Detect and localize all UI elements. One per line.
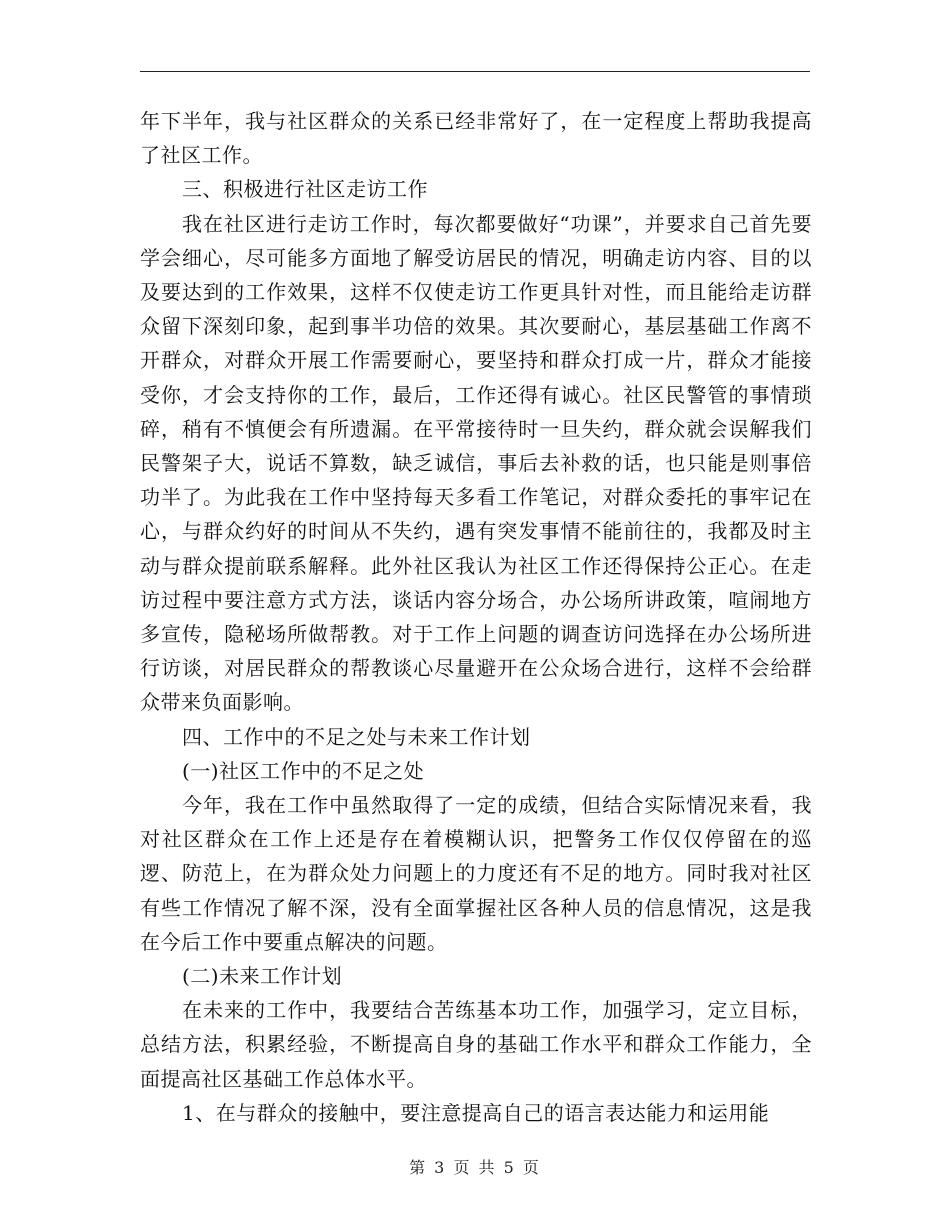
document-body	[140, 104, 812, 1130]
paragraph: 我在社区进行走访工作时，每次都要做好“功课”，并要求自己首先要学会细心，尽可能多方面地了解受访居民的情况，明确走访内容、目的以及要达到的工作效果，这样不仅使走访工作更具针对性，而且能给走访群众留下深刻印象，起到事半功倍的效果。其次要耐心，基层基础工作离不开群众，对群众开展工作需要耐心，要坚持和群众打成一片，群众才能接受你，才会支持你的工作，最后，工作还得有诚心。社区民警管的事情琐碎，稍有不慎便会有所遗漏。在平常接待时一旦失约，群众就会误解我们民警架子大，说话不算数，缺乏诚信，事后去补救的话，也只能是则事倍功半了。为此我在工作中坚持每天多看工作笔记，对群众委托的事牢记在心，与群众约好的时间从不失约，遇有突发事情不能前往的，我都及时主动与群众提前联系解释。此外社区我认为社区工作还得保持公正心。在走访过程中要注意方式方法，谈话内容分场合，办公场所讲政策，喧闹地方多宣传，隐秘场所做帮教。对于工作上问题的调查访问选择在办公场所进行访谈，对居民群众的帮教谈心尽量避开在公众场合进行，这样不会给群众带来负面影响。	[140, 211, 812, 715]
page-number-footer: 第 3 页 共 5 页	[409, 1158, 541, 1177]
header-rule	[140, 71, 810, 72]
paragraph: 今年，我在工作中虽然取得了一定的成绩，但结合实际情况来看，我对社区群众在工作上还是存在着模糊认识，把警务工作仅仅停留在的巡逻、防范上，在为群众处力问题上的力度还有不足的地方。同时我对社区有些工作情况了解不深，没有全面掌握社区各种人员的信息情况，这是我在今后工作中要重点解决的问题。	[140, 793, 812, 954]
section-heading-4: 四、工作中的不足之处与未来工作计划	[182, 724, 531, 749]
list-item: 1、在与群众的接触中，要注意提高自己的语言表达能力和运用能	[182, 1100, 770, 1125]
section-heading-3: 三、积极进行社区走访工作	[182, 177, 428, 202]
subsection-heading-2: (二)未来工作计划	[182, 964, 343, 989]
paragraph: 年下半年，我与社区群众的关系已经非常好了，在一定程度上帮助我提高了社区工作。	[140, 109, 812, 168]
subsection-heading-1: (一)社区工作中的不足之处	[182, 758, 425, 783]
paragraph: 在未来的工作中，我要结合苦练基本功工作，加强学习，定立目标，总结方法，积累经验，不断提高自身的基础工作水平和群众工作能力，全面提高社区基础工作总体水平。	[140, 998, 812, 1091]
